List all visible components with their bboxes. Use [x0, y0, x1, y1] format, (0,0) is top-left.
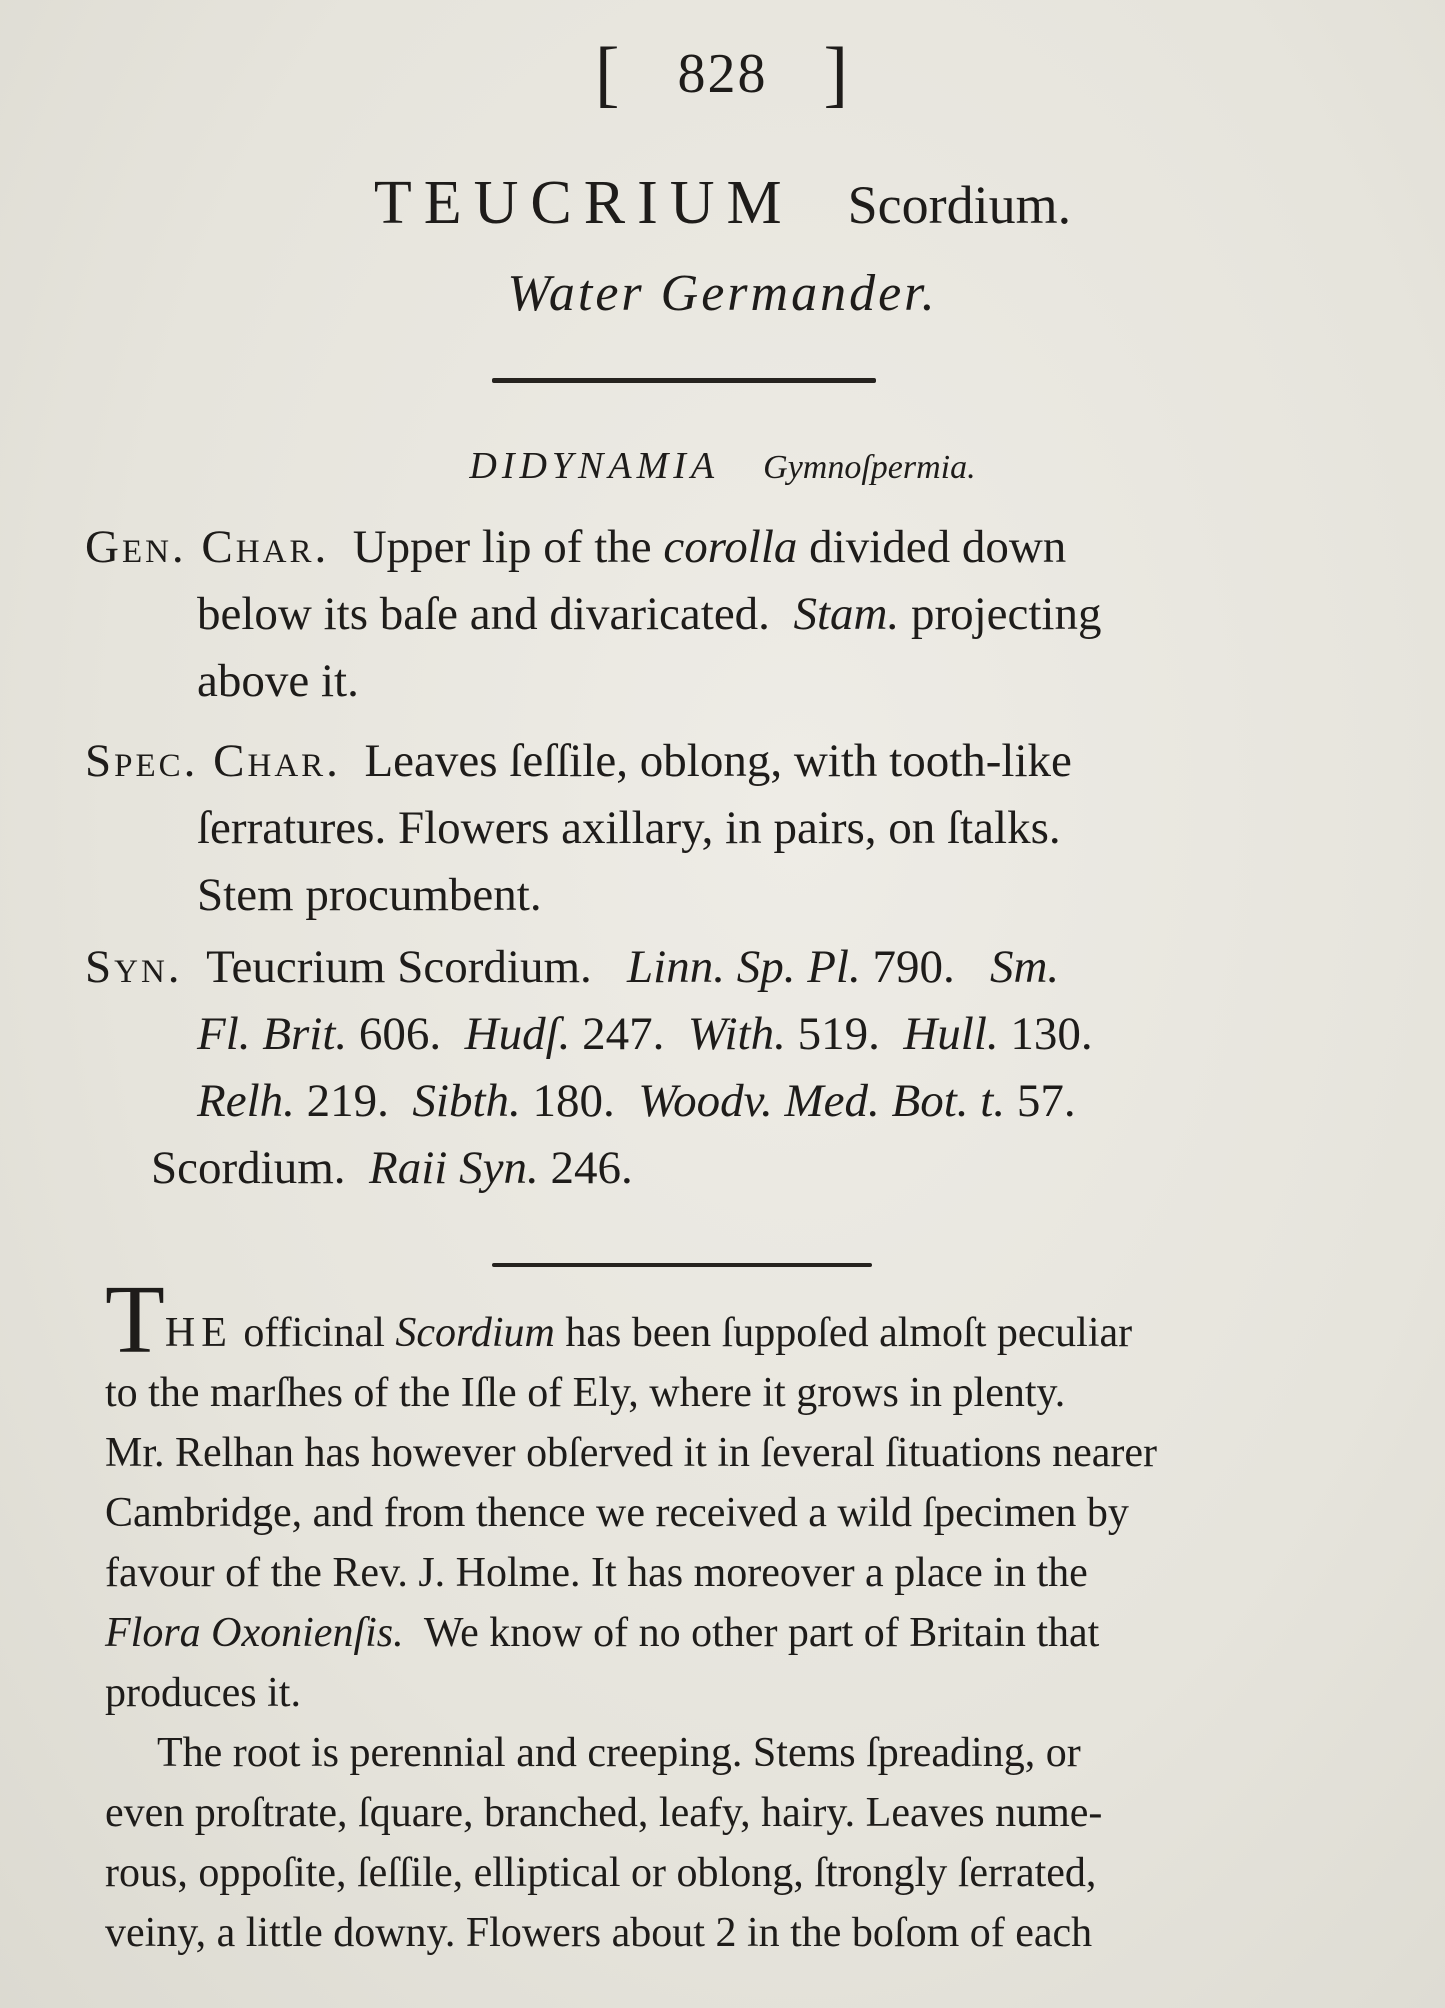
species-name: Scordium. [847, 175, 1072, 235]
specific-character: Spec. Char. Leaves ſeſſile, oblong, with tooth-like ſerratures. Flowers axillary, in pairs, on ſtalks. Stem procumbent. [85, 735, 1072, 921]
syn-label: Syn. [85, 941, 183, 993]
page-number-value: 828 [677, 43, 768, 105]
paragraph-1: THE officinal Scordium has been ſuppoſed almoſt peculiar [105, 1266, 1133, 1374]
spec-char-label: Spec. Char. [85, 735, 341, 787]
paragraph-2: The root is perennial and creeping. Stems ſpreading, or [157, 1730, 1081, 1776]
page-number: [ 828 ] [594, 33, 851, 115]
synonyms: Syn. Teucrium Scordium. Linn. Sp. Pl. 790. Sm. Fl. Brit. 606. Hudſ. 247. With. 519. Hull. 130. Relh. 219. Sibth. 180. Woodv. Med. Bot. t. 57. Scordium. Raii Syn. 246. [85, 941, 1093, 1194]
gen-char-label: Gen. Char. [85, 521, 330, 573]
divider-rule [492, 378, 876, 383]
body-text: THE officinal Scordium has been ſuppoſed almoſt peculiar to the marſhes of the Iſle of Ely, where it grows in plenty. Mr. Relhan has however obſerved it in ſeveral ſituations nearer Cambridge, and from thence we received a wild ſpecimen by favour of the Rev. J. Holme. It has moreover a place in the Flora Oxonienſis. We know of no other part of Britain that produces it. The root is perennial and creeping. Stems ſpreading, or even proſtrate, ſquare, branched, leafy, hairy. Leaves nume- rous, oppoſite, ſeſſile, elliptical or oblong, ſtrongly ſerrated, veiny, a little downy. Flowers about 2 in the boſom of each [105, 1290, 1305, 1963]
classification [0, 444, 1445, 488]
class-name: DIDYNAMIA [469, 445, 720, 487]
order-name: Gymnoſpermia. [763, 449, 976, 486]
divider-rule [492, 1263, 872, 1267]
generic-character: Gen. Char. Upper lip of the corolla divided down below its baſe and divaricated. Stam. projecting above it. [85, 521, 1102, 707]
genus-name: TEUCRIUM [373, 169, 794, 237]
common-name: Water Germander. [507, 265, 938, 322]
page-title [0, 168, 1445, 239]
drop-cap: T [105, 1266, 165, 1374]
